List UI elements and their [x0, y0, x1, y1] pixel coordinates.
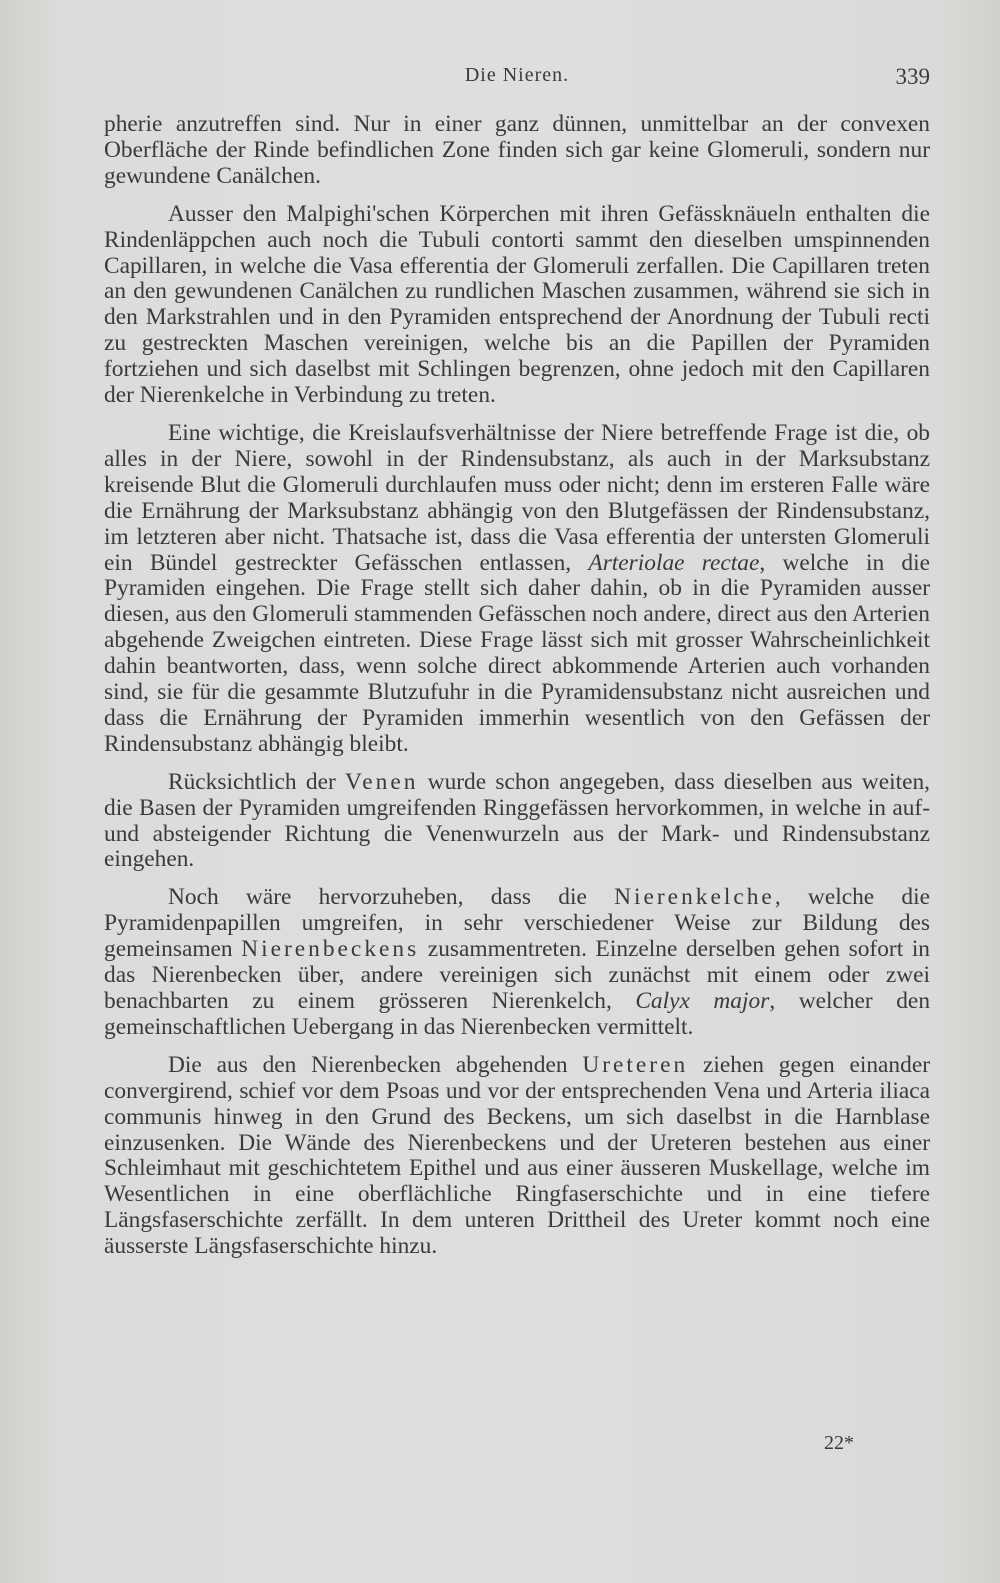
paragraph-3: [104, 421, 930, 758]
page-number: 339: [895, 64, 930, 89]
paragraph-4-text-a: Rücksichtlich der: [168, 768, 345, 795]
paragraph-3-text-b: , welche in die Pyramiden eingehen. Die Frage stellt sich daher dahin, ob in die Pyramiden ausser diesen, aus den Glomeruli stammenden Gefässchen noch andere, direct aus den Arterien abgehende Zweigchen eintreten. Diese Frage lässt sich mit grosser Wahrscheinlichkeit dahin beantworten, dass, wenn solche direct abkommende Arterien auch vorhanden sind, sie für die gesammte Blutzufuhr in die Pyramidensubstanz nicht ausreichen und dass die Ernährung der Pyramiden immerhin wesentlich von den Gefässen der Rindensubstanz abhängig bleibt.: [104, 549, 930, 757]
paragraph-1: pherie anzutreffen sind. Nur in einer ganz dünnen, unmittelbar an der convexen Oberfläche der Rinde befindlichen Zone finden sich gar keine Glomeruli, sondern nur gewundene Canälchen.: [104, 111, 930, 189]
paragraph-4-text-b: wurde schon angegeben, dass dieselben aus weiten, die Basen der Pyramiden umgreifenden Ringgefässen hervorkommen, in welche in auf- und absteigender Richtung die Venenwurzeln aus der Mark- und Rindensubstanz eingehen.: [104, 768, 930, 873]
term-nierenkelche: Nierenkelche: [614, 884, 775, 911]
term-calyx-major: Calyx major: [635, 988, 770, 1014]
paragraph-5-text-d: , welcher den gemeinschaftlichen Uebergang in das Nierenbecken vermittelt.: [104, 988, 931, 1040]
paragraph-6-text-b: ziehen gegen einander convergirend, schief vor dem Psoas und vor der entsprechenden Vena und Arteria iliaca communis hinweg in den Grund des Beckens, um sich daselbst in die Harnblase einzusenken. Die Wände des Nierenbeckens und der Ureteren bestehen aus einer Schleimhaut mit geschichtetem Epithel und aus einer äusseren Muskellage, welche im Wesentlichen in eine oberflächliche Ringfaserschichte und in eine tiefere Längsfaserschichte zerfällt. In dem unteren Drittheil des Ureter kommt noch eine äusserste Längsfaserschichte hinzu.: [104, 1051, 930, 1260]
paragraph-6-text-a: Die aus den Nierenbecken abgehenden: [168, 1051, 583, 1078]
term-nierenbeckens: Nierenbeckens: [241, 936, 420, 963]
body-text: [104, 112, 930, 1260]
signature-mark: 22*: [824, 1432, 854, 1454]
paragraph-6: [104, 1053, 930, 1260]
paragraph-2: Ausser den Malpighi'schen Körperchen mit ihren Gefässknäueln enthalten die Rindenläppchen auch noch die Tubuli contorti sammt den dieselben umspinnenden Capillaren, in welche die Vasa efferentia der Glomeruli zerfallen. Die Capillaren treten an den gewundenen Canälchen zu rundlichen Maschen zusammen, während sie sich in den Markstrahlen und in den Pyramiden entsprechend der Anordnung der Tubuli recti zu gestreckten Maschen vereinigen, welche bis an die Papillen der Pyramiden fortziehen und sich daselbst mit Schlingen begrenzen, ohne jedoch mit den Capillaren der Nierenkelche in Verbindung zu treten.: [104, 200, 930, 409]
paragraph-5-text-a: Noch wäre hervorzuheben, dass die: [168, 884, 615, 911]
paragraph-5-text-b: , welche die Pyramidenpapillen umgreifen, in sehr verschiedener Weise zur Bildung des gemeinsamen: [104, 884, 930, 963]
term-ureteren: Ureteren: [582, 1051, 689, 1078]
paragraph-3-text-a: Eine wichtige, die Kreislaufsverhältnisse der Niere betreffende Frage ist die, ob alles in der Niere, sowohl in der Rindensubstanz, als auch in der Marksubstanz kreisende Blut die Glomeruli durchlaufen muss oder nicht; denn im ersteren Falle wäre die Ernährung der Marksubstanz abhängig von den Blutgefässen der Rindensubstanz, im letzteren aber nicht. Thatsache ist, dass die Vasa efferentia der untersten Glomeruli ein Bündel gestreckter Gefässchen entlassen,: [104, 419, 930, 576]
term-arteriolae-rectae: Arteriolae rectae: [588, 549, 760, 576]
paragraph-4: [104, 770, 930, 874]
term-venen: Venen: [344, 768, 419, 795]
page-header: [100, 60, 934, 94]
paragraph-5-text-c: zusammentreten. Einzelne derselben gehen sofort in das Nierenbecken über, andere vereinigen sich zunächst mit einem oder zwei benachbarten zu einem grösseren Nierenkelch,: [104, 936, 931, 1014]
running-title: Die Nieren.: [464, 64, 570, 86]
paragraph-5: [104, 885, 930, 1040]
